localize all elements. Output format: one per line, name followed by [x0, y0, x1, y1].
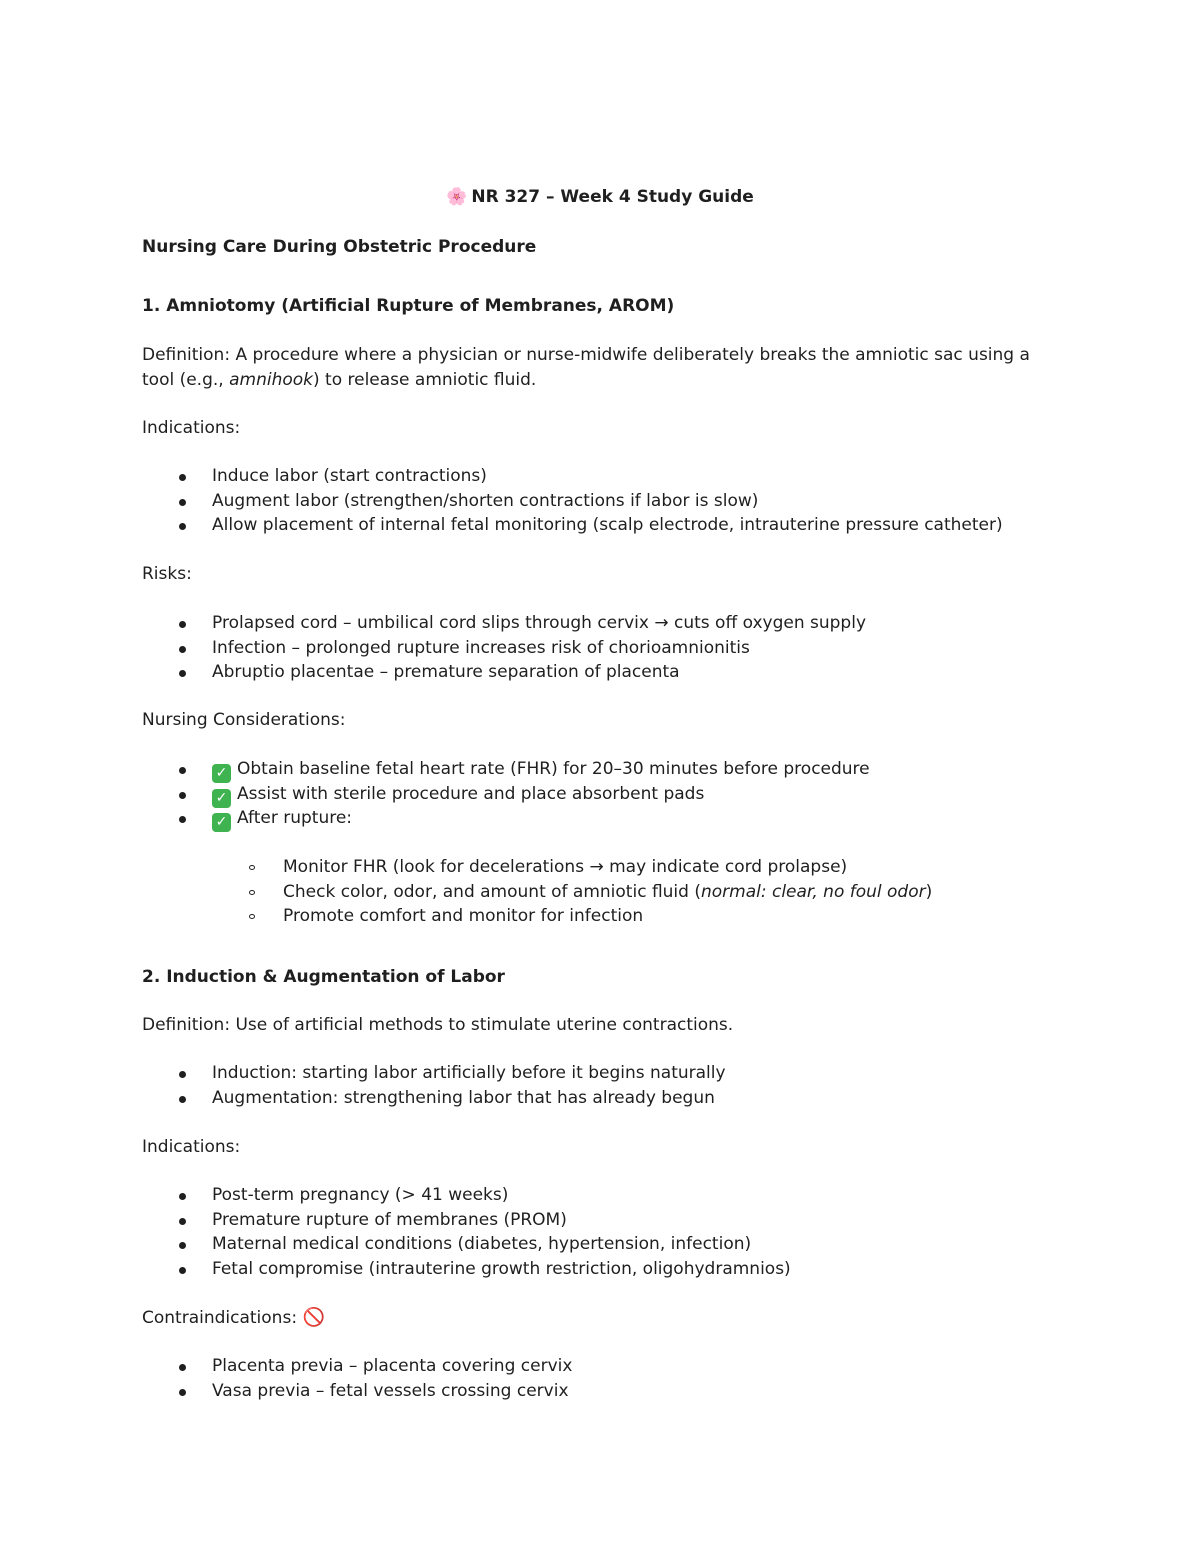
induction-types-list — [142, 1061, 1062, 1110]
list-item: Post-term pregnancy (> 41 weeks) — [142, 1183, 1062, 1208]
list-item — [142, 806, 1062, 831]
induction-heading: 2. Induction & Augmentation of Labor — [142, 967, 505, 987]
contraindications-label-row — [142, 1306, 1062, 1330]
list-item: Monitor FHR (look for decelerations → may indicate cord prolapse) — [142, 855, 1062, 880]
contraindications-list — [142, 1354, 1062, 1403]
definition-text: tool (e.g., — [142, 370, 230, 390]
induction-definition: Definition: Use of artificial methods to stimulate uterine contractions. — [142, 1015, 734, 1035]
list-item: Abruptio placentae – premature separation of placenta — [142, 660, 1062, 685]
check-mark-icon: ✓ — [212, 813, 231, 832]
amniotomy-risks-list — [142, 611, 1062, 685]
list-item — [142, 757, 1062, 782]
list-item: Induction: starting labor artificially before it begins naturally — [142, 1061, 1062, 1086]
list-item: Induce labor (start contractions) — [142, 464, 1062, 489]
definition-text: ) to release amniotic fluid. — [313, 370, 537, 390]
normal-fluid-note: normal: clear, no foul odor — [700, 881, 926, 902]
list-item — [142, 782, 1062, 807]
list-item — [142, 880, 1062, 905]
after-rupture-list — [142, 855, 1062, 929]
contraindications-label: Contraindications: — [142, 1308, 298, 1328]
amnihook-term: amnihook — [229, 370, 313, 390]
list-item: Vasa previa – fetal vessels crossing cervix — [142, 1379, 1062, 1404]
amniotomy-indications-list — [142, 464, 1062, 538]
list-item: Promote comfort and monitor for infection — [142, 904, 1062, 929]
amniotomy-definition-line1: Definition: A procedure where a physician or nurse-midwife deliberately breaks the amniotic sac using a — [142, 345, 1030, 365]
induction-indications-list — [142, 1183, 1062, 1281]
cherry-blossom-icon: 🌸 — [446, 187, 468, 207]
section-heading: Nursing Care During Obstetric Procedure — [142, 237, 537, 257]
list-item: Premature rupture of membranes (PROM) — [142, 1208, 1062, 1233]
list-item-text: Assist with sterile procedure and place absorbent pads — [237, 783, 705, 804]
list-item-text: After rupture: — [237, 808, 353, 829]
amniotomy-heading: 1. Amniotomy (Artificial Rupture of Membranes, AROM) — [142, 296, 675, 316]
list-item-text: ) — [925, 881, 933, 902]
list-item-text: Check color, odor, and amount of amniotic fluid ( — [283, 881, 701, 902]
list-item: Placenta previa – placenta covering cervix — [142, 1354, 1062, 1379]
list-item: Augmentation: strengthening labor that has already begun — [142, 1086, 1062, 1111]
induction-indications-label: Indications: — [142, 1137, 241, 1157]
list-item: Allow placement of internal fetal monitoring (scalp electrode, intrauterine pressure catheter) — [142, 513, 1062, 538]
check-mark-icon: ✓ — [212, 764, 231, 783]
list-item: Augment labor (strengthen/shorten contractions if labor is slow) — [142, 489, 1062, 514]
amniotomy-definition — [142, 343, 1062, 392]
nursing-considerations-list — [142, 757, 1062, 831]
nursing-considerations-label: Nursing Considerations: — [142, 710, 346, 730]
amniotomy-risks-label: Risks: — [142, 564, 192, 584]
page-title-text: NR 327 – Week 4 Study Guide — [471, 187, 754, 207]
amniotomy-indications-label: Indications: — [142, 418, 241, 438]
list-item: Prolapsed cord – umbilical cord slips through cervix → cuts off oxygen supply — [142, 611, 1062, 636]
list-item-text: Obtain baseline fetal heart rate (FHR) for 20–30 minutes before procedure — [237, 759, 870, 779]
amniotomy-definition-line2 — [142, 368, 1062, 392]
check-mark-icon: ✓ — [212, 789, 231, 808]
list-item: Fetal compromise (intrauterine growth restriction, oligohydramnios) — [142, 1257, 1062, 1282]
list-item: Infection – prolonged rupture increases risk of chorioamnionitis — [142, 636, 1062, 661]
page-title — [0, 185, 1200, 209]
list-item: Maternal medical conditions (diabetes, hypertension, infection) — [142, 1232, 1062, 1257]
no-entry-icon: 🚫 — [302, 1307, 325, 1328]
